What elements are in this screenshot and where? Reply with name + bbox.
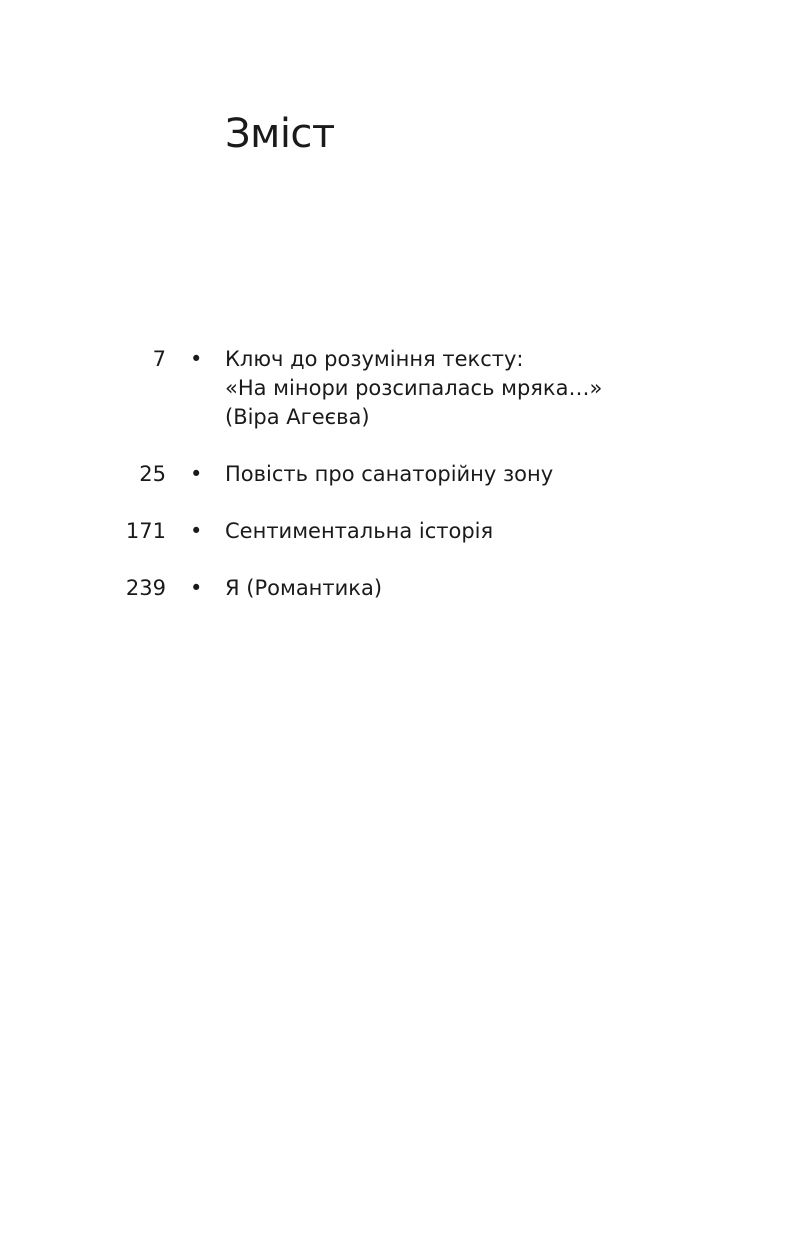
toc-title-line: Ключ до розуміння тексту: (225, 347, 524, 371)
toc-title-line: Я (Романтика) (225, 576, 383, 600)
toc-page-number: 7 (152, 347, 166, 371)
toc-title-line: Повість про санаторійну зону (225, 462, 554, 486)
toc-entry-title (225, 345, 602, 432)
toc-entry[interactable] (0, 345, 798, 460)
toc-title-line: Сентиментальна історія (225, 519, 494, 543)
bullet-icon: • (190, 519, 203, 543)
table-of-contents (0, 345, 798, 631)
toc-entry[interactable] (0, 460, 798, 517)
page-title: Зміст (225, 111, 335, 157)
toc-entry[interactable] (0, 517, 798, 574)
toc-entry-title (225, 460, 553, 489)
bullet-icon: • (190, 347, 203, 371)
toc-title-line: (Віра Агеєва) (225, 405, 370, 429)
bullet-icon: • (190, 462, 203, 486)
toc-page-number: 25 (139, 462, 166, 486)
toc-entry-title (225, 574, 382, 603)
toc-page-number: 171 (125, 519, 166, 543)
toc-entry[interactable] (0, 574, 798, 631)
bullet-icon: • (190, 576, 203, 600)
toc-page-number: 239 (125, 576, 166, 600)
toc-title-line: «На мінори розсипалась мряка…» (225, 376, 603, 400)
toc-entry-title (225, 517, 493, 546)
